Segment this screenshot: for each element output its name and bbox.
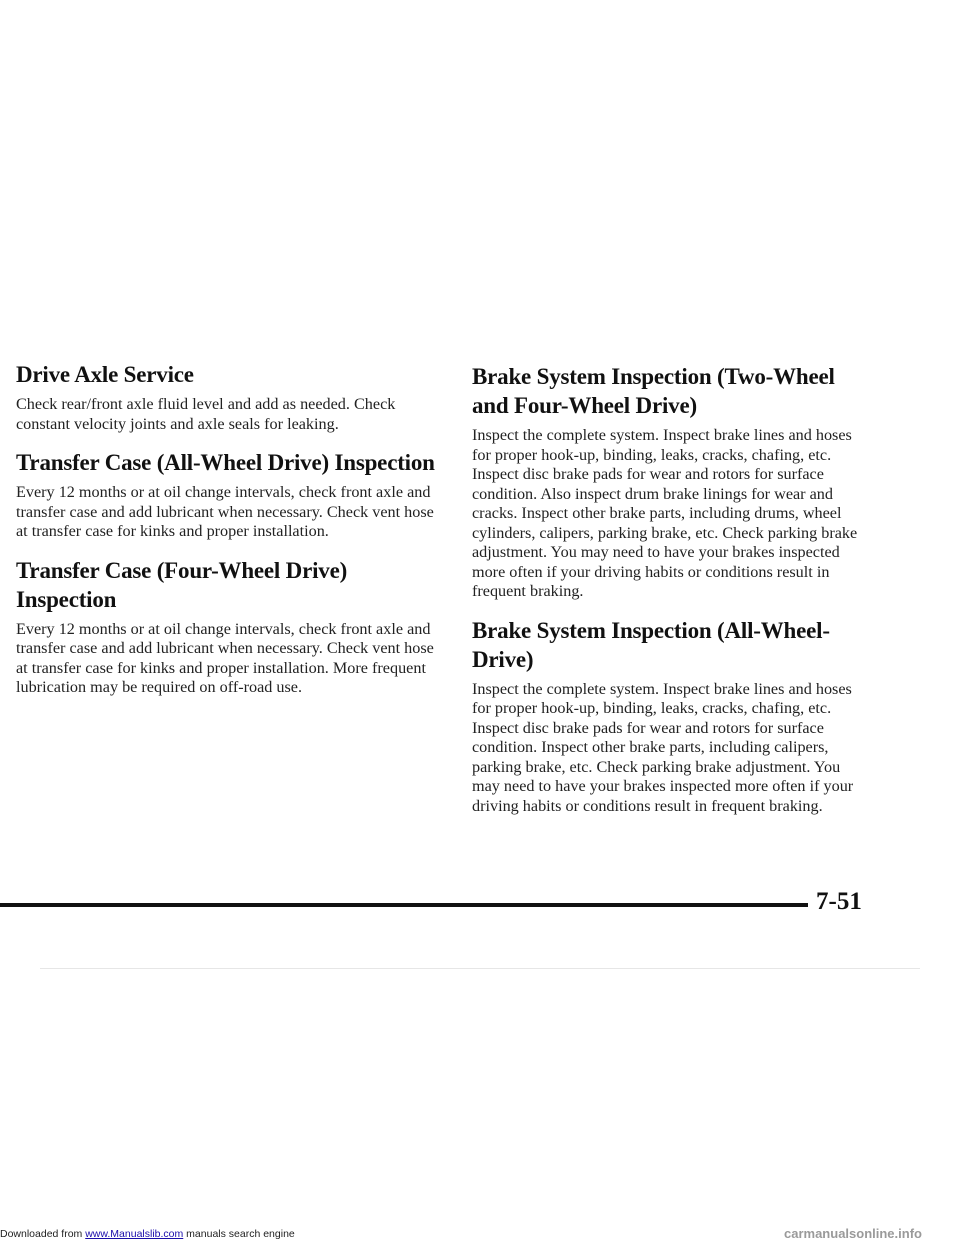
page-number: 7-51 — [816, 888, 862, 915]
footer-prefix: Downloaded from — [0, 1228, 86, 1240]
right-column — [472, 362, 872, 830]
footer-suffix: manuals search engine — [183, 1228, 295, 1240]
section-heading-transfer-case-awd: Transfer Case (All-Wheel Drive) Inspection — [16, 450, 435, 475]
download-footer — [0, 1228, 295, 1240]
section-body-transfer-case-awd: Every 12 months or at oil change intervals, check front axle and transfer case and add lubricant when necessary. Check vent hose at transfer case for kinks and proper installation. — [16, 483, 434, 540]
section-heading-brake-two-four-wheel: Brake System Inspection (Two-Wheel and Four-Wheel Drive) — [472, 364, 835, 418]
section-body-brake-two-four-wheel: Inspect the complete system. Inspect brake lines and hoses for proper hook-up, binding, leaks, cracks, chafing, etc. Inspect disc brake pads for wear and rotors for surface condition. Also inspect drum brake linings for wear and cracks. Inspect other brake parts, including drums, wheel cylinders, calipers, parking brake, etc. Check parking brake adjustment. You may need to have your brakes inspected more often if your driving habits or conditions result in frequent braking. — [472, 426, 858, 600]
left-column — [16, 360, 436, 712]
divider — [40, 968, 920, 969]
section-body-drive-axle-service: Check rear/front axle fluid level and add as needed. Check constant velocity joints and axle seals for leaking. — [16, 395, 396, 433]
manualslib-link[interactable]: www.Manualslib.com — [85, 1228, 184, 1240]
section-heading-transfer-case-4wd: Transfer Case (Four-Wheel Drive) Inspection — [16, 557, 348, 612]
section-body-brake-all-wheel: Inspect the complete system. Inspect brake lines and hoses for proper hook-up, binding, leaks, cracks, chafing, etc. Inspect disc brake pads for wear and rotors for surface condition. Inspect other brake parts, including calipers, parking brake, etc. Check parking brake adjustment. You may need to have your brakes inspected more often if your driving habits or conditions result in frequent braking. — [472, 679, 854, 815]
watermark: carmanualsonline.info — [784, 1226, 922, 1241]
page-rule — [0, 903, 808, 907]
section-body-transfer-case-4wd: Every 12 months or at oil change intervals, check front axle and transfer case and add lubricant when necessary. Check vent hose at transfer case for kinks and proper installation. More frequent lubrication may be required on off-road use. — [16, 619, 434, 696]
section-heading-brake-all-wheel: Brake System Inspection (All-Wheel-Drive) — [472, 617, 830, 672]
section-heading-drive-axle-service: Drive Axle Service — [16, 362, 194, 387]
